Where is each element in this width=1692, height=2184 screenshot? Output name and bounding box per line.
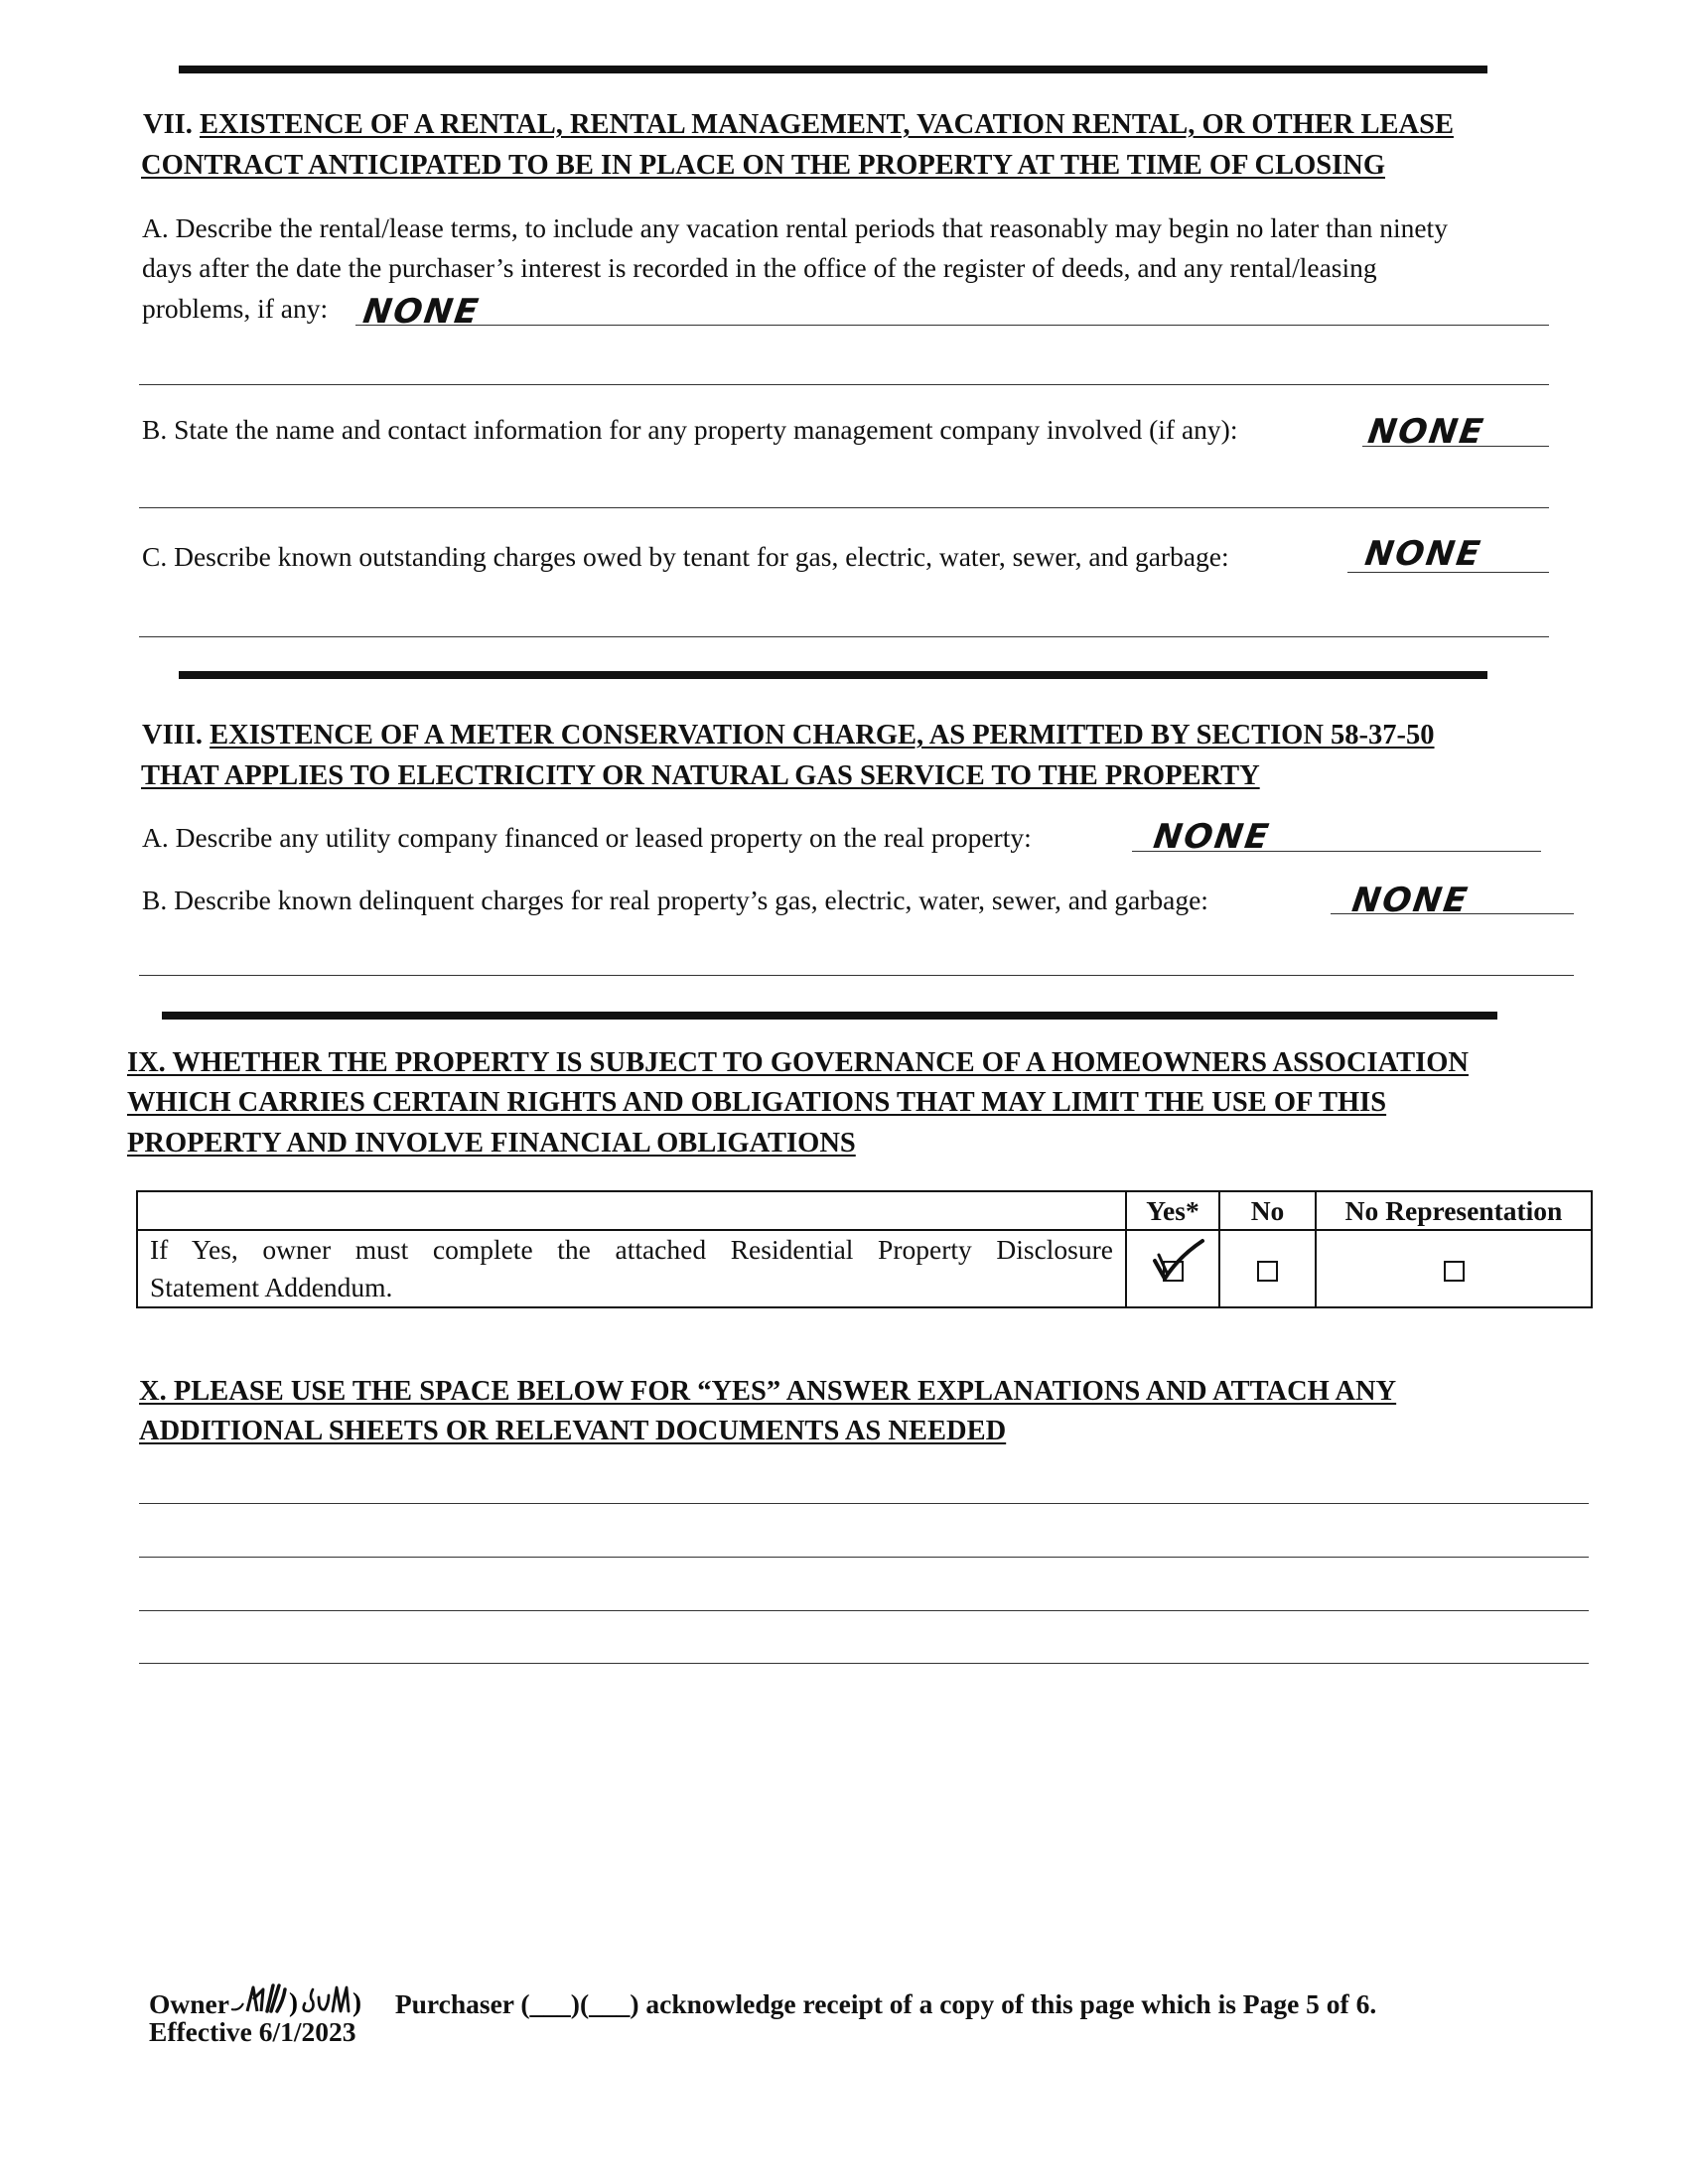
answer-vii-c: NONE (1362, 534, 1484, 574)
section-vii-title: VII. EXISTENCE OF A RENTAL, RENTAL MANAGEMENT, VACATION RENTAL, OR OTHER LEASE (143, 109, 1454, 140)
answer-line (139, 636, 1549, 637)
question-vii-c: C. Describe known outstanding charges owed by tenant for gas, electric, water, sewer, and garbage: (142, 541, 1229, 572)
hoa-table (136, 1190, 1593, 1308)
question-vii-a-line3: problems, if any: (142, 293, 329, 324)
question-vii-b: B. State the name and contact information for any property management company involved (if any): (142, 414, 1238, 445)
hoa-question-line2: Statement Addendum. (150, 1272, 393, 1302)
section-vii-title-line2: CONTRACT ANTICIPATED TO BE IN PLACE ON THE PROPERTY AT THE TIME OF CLOSING (141, 150, 1385, 181)
answer-viii-a: NONE (1151, 817, 1273, 857)
answer-viii-b: NONE (1349, 881, 1472, 920)
answer-line (139, 975, 1574, 976)
effective-date: Effective 6/1/2023 (149, 2016, 356, 2047)
svg-text:): ) (352, 1987, 361, 2017)
table-row (137, 1230, 1592, 1307)
section-x-title-line2: ADDITIONAL SHEETS OR RELEVANT DOCUMENTS AS NEEDED (139, 1416, 1007, 1446)
checkmark-icon (1149, 1239, 1208, 1289)
question-vii-a-line1: A. Describe the rental/lease terms, to include any vacation rental periods that reasonably may begin no later than ninety (142, 212, 1448, 243)
answer-vii-b: NONE (1365, 412, 1487, 452)
section-ix-title-line2: WHICH CARRIES CERTAIN RIGHTS AND OBLIGATIONS THAT MAY LIMIT THE USE OF THIS (127, 1087, 1387, 1118)
question-vii-a-line2: days after the date the purchaser’s interest is recorded in the office of the register of deeds, and any rental/leasing (142, 252, 1377, 283)
section-viii-title-line2: THAT APPLIES TO ELECTRICITY OR NATURAL GAS SERVICE TO THE PROPERTY (141, 760, 1260, 791)
column-no-representation: No Representation (1316, 1191, 1592, 1230)
section-ix-title-line1: IX. WHETHER THE PROPERTY IS SUBJECT TO GOVERNANCE OF A HOMEOWNERS ASSOCIATION (127, 1047, 1469, 1078)
yes-cell (1126, 1230, 1219, 1307)
answer-line (1347, 572, 1549, 573)
answer-line (139, 384, 1549, 385)
section-viii-title: VIII. EXISTENCE OF A METER CONSERVATION CHARGE, AS PERMITTED BY SECTION 58-37-50 (142, 720, 1435, 751)
section-x-title-line1: X. PLEASE USE THE SPACE BELOW FOR “YES” ANSWER EXPLANATIONS AND ATTACH ANY (139, 1376, 1397, 1407)
answer-line (139, 507, 1549, 508)
hoa-question-cell (137, 1230, 1126, 1307)
svg-text:): ) (288, 1987, 298, 2017)
section-divider (179, 671, 1487, 679)
answer-line (1362, 446, 1549, 447)
explanation-line (139, 1663, 1589, 1664)
column-no: No (1219, 1191, 1316, 1230)
no-representation-cell (1316, 1230, 1592, 1307)
section-divider (162, 1012, 1497, 1020)
question-viii-a: A. Describe any utility company financed or leased property on the real property: (142, 822, 1032, 853)
no-checkbox[interactable] (1257, 1261, 1278, 1282)
no-cell (1219, 1230, 1316, 1307)
hoa-question-line1: If Yes, owner must complete the attached Residential Property Disclosure (150, 1234, 1113, 1265)
owner-label: Owner (149, 1988, 229, 2019)
purchaser-acknowledgement: Purchaser (___)(___) acknowledge receipt of a copy of this page which is Page 5 of 6. (394, 1988, 1377, 2019)
table-header-empty (137, 1191, 1126, 1230)
answer-line (355, 325, 1549, 326)
answer-vii-a: NONE (360, 292, 483, 332)
column-yes: Yes* (1126, 1191, 1219, 1230)
question-viii-b: B. Describe known delinquent charges for real property’s gas, electric, water, sewer, and garbage: (142, 885, 1208, 915)
explanation-line (139, 1610, 1589, 1611)
section-ix-title-line3: PROPERTY AND INVOLVE FINANCIAL OBLIGATIONS (127, 1128, 856, 1159)
explanation-line (139, 1557, 1589, 1558)
section-divider (179, 66, 1487, 73)
answer-line (1132, 851, 1541, 852)
no-representation-checkbox[interactable] (1444, 1261, 1465, 1282)
table-header-row (137, 1191, 1592, 1230)
explanation-line (139, 1503, 1589, 1504)
answer-line (1331, 913, 1574, 914)
